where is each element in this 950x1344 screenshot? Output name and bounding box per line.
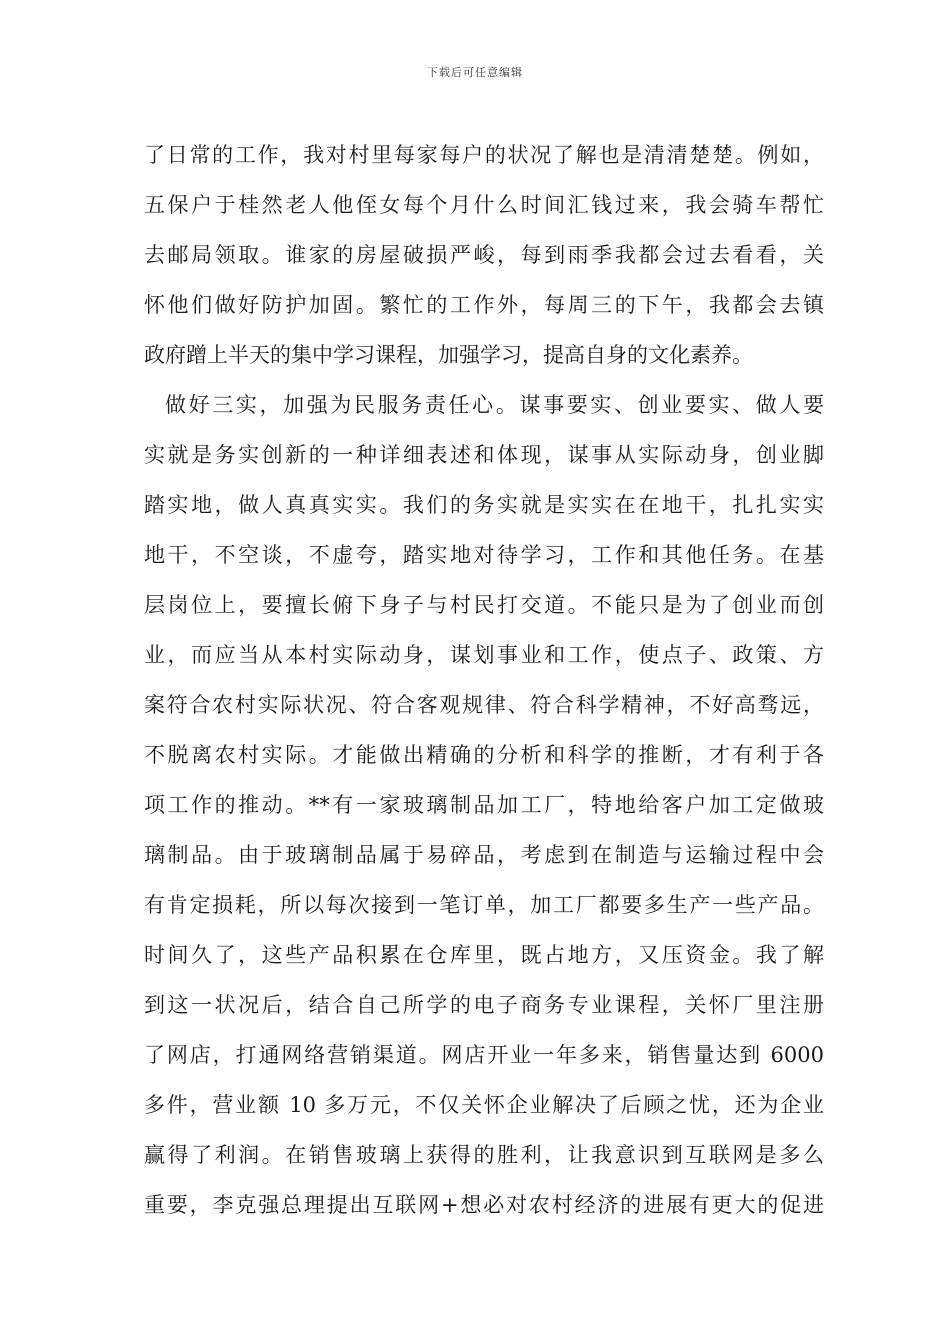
- text-line: 怀他们做好防护加固。繁忙的工作外，每周三的下午，我都会去镇: [144, 293, 824, 317]
- text-line: 到这一状况后，结合自己所学的电子商务专业课程，关怀厂里注册: [144, 993, 824, 1017]
- text-line: 有肯定损耗，所以每次接到一笔订单，加工厂都要多生产一些产品。: [144, 893, 824, 917]
- text-line: 做好三实，加强为民服务责任心。谋事要实、创业要实、做人要: [165, 393, 824, 417]
- text-line: 重要，李克强总理提出互联网+想必对农村经济的进展有更大的促进: [144, 1193, 824, 1217]
- text-line: 赢得了利润。在销售玻璃上获得的胜利，让我意识到互联网是多么: [144, 1143, 824, 1167]
- text-line: 踏实地，做人真真实实。我们的务实就是实实在在地干，扎扎实实: [144, 493, 824, 517]
- text-line: 地干，不空谈，不虚夸，踏实地对待学习，工作和其他任务。在基: [144, 543, 824, 567]
- text-line: 多件，营业额 10 多万元，不仅关怀企业解决了后顾之忧，还为企业: [144, 1093, 824, 1117]
- text-line: 层岗位上，要擅长俯下身子与村民打交道。不能只是为了创业而创: [144, 593, 824, 617]
- text-line: 了日常的工作，我对村里每家每户的状况了解也是清清楚楚。例如，: [144, 143, 824, 167]
- text-line: 项工作的推动。**有一家玻璃制品加工厂，特地给客户加工定做玻: [144, 793, 824, 817]
- text-line: 不脱离农村实际。才能做出精确的分析和科学的推断，才有利于各: [144, 743, 824, 767]
- text-line: 案符合农村实际状况、符合客观规律、符合科学精神，不好高骛远，: [144, 693, 824, 717]
- text-line: 五保户于桂然老人他侄女每个月什么时间汇钱过来，我会骑车帮忙: [144, 193, 824, 217]
- text-line: 业，而应当从本村实际动身，谋划事业和工作，使点子、政策、方: [144, 643, 824, 667]
- text-line: 璃制品。由于玻璃制品属于易碎品，考虑到在制造与运输过程中会: [144, 843, 824, 867]
- text-line: 实就是务实创新的一种详细表述和体现，谋事从实际动身，创业脚: [144, 443, 824, 467]
- text-line: 时间久了，这些产品积累在仓库里，既占地方，又压资金。我了解: [144, 943, 824, 967]
- text-line: 去邮局领取。谁家的房屋破损严峻，每到雨季我都会过去看看，关: [144, 243, 824, 267]
- page-header: 下载后可任意编辑: [427, 66, 523, 79]
- text-line: 了网店，打通网络营销渠道。网店开业一年多来，销售量达到 6000: [144, 1043, 824, 1067]
- document-body: [144, 130, 824, 1230]
- text-line: 政府蹭上半天的集中学习课程，加强学习，提高自身的文化素养。: [144, 343, 753, 367]
